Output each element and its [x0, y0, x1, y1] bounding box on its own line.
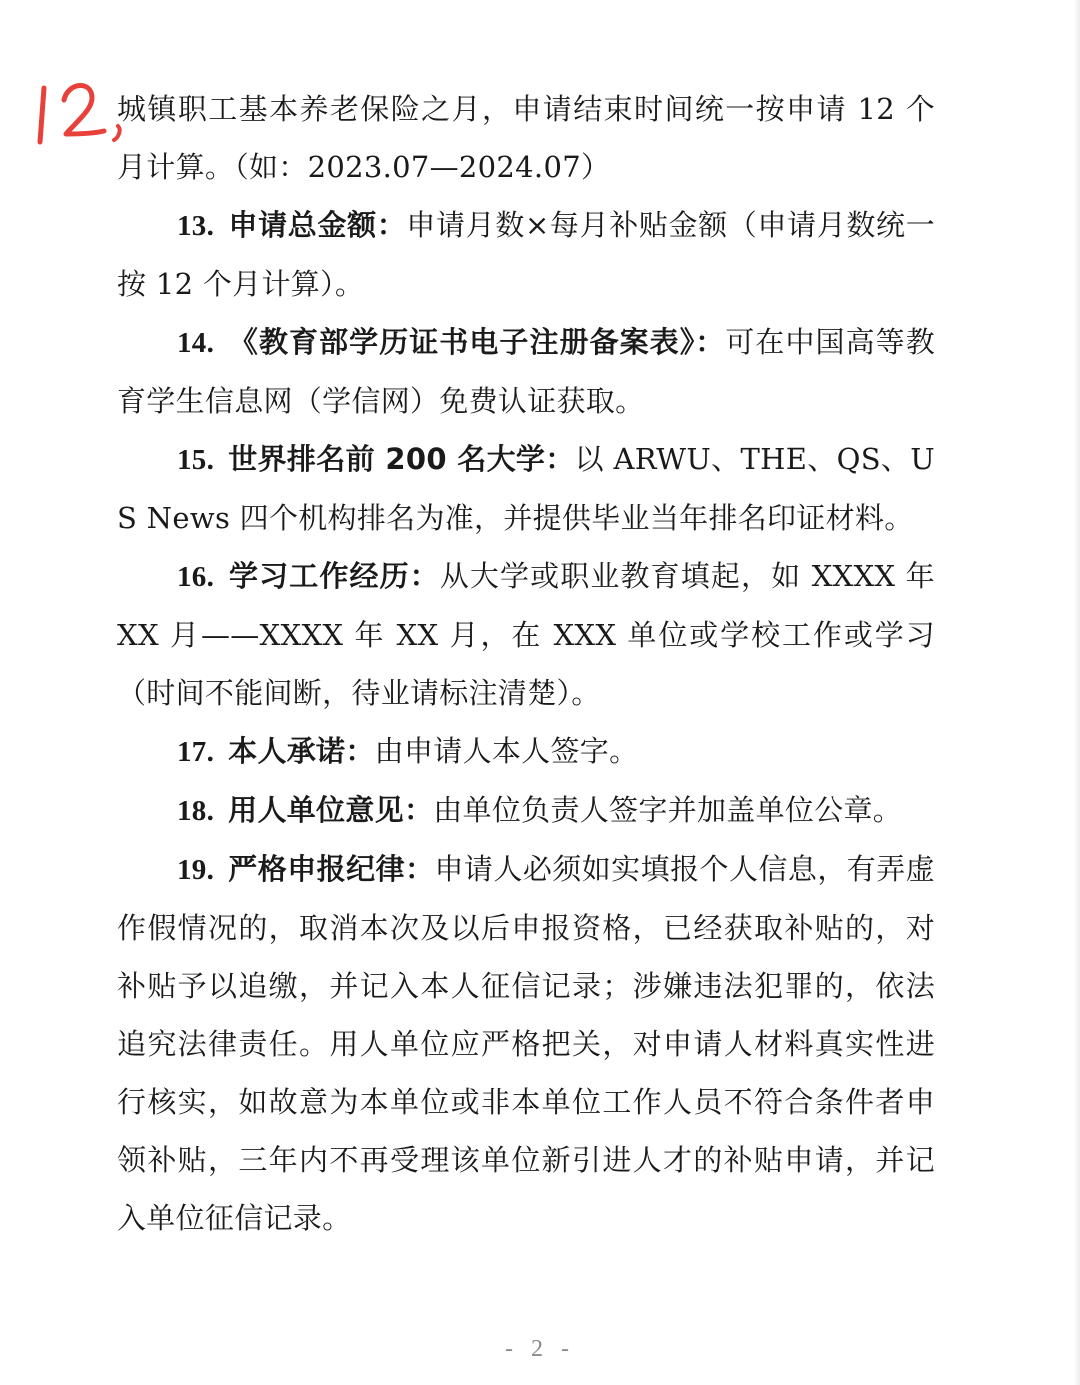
item-number: 19. — [177, 854, 215, 886]
paragraph-17 — [117, 722, 935, 781]
paragraph-14 — [117, 313, 935, 430]
item-number: 17. — [177, 736, 215, 768]
item-text: 以 ARWU、THE、QS、US News 四个机构排名为准，并提供毕业当年排名印证材料。 — [117, 442, 935, 535]
paragraph-16 — [117, 547, 935, 722]
paragraph-15 — [117, 430, 935, 547]
item-text: 从大学或职业教育填起，如 XXXX 年 XX 月——XXXX 年 XX 月，在 XXX 单位或学校工作或学习（时间不能间断，待业请标注清楚）。 — [117, 559, 935, 710]
paragraph-18 — [117, 781, 935, 840]
item-term: 本人承诺： — [228, 734, 375, 768]
page-edge-shadow — [1074, 0, 1080, 1385]
paragraph-13 — [117, 196, 935, 313]
item-text: 可在中国高等教育学生信息网（学信网）免费认证获取。 — [117, 325, 935, 418]
item-term: 学习工作经历： — [228, 559, 440, 593]
item-number: 16. — [177, 561, 215, 593]
page-number: - 2 - — [505, 1336, 575, 1362]
paragraph-text: 城镇职工基本养老保险之月，申请结束时间统一按申请 12 个月计算。（如：2023.07—2024.07） — [117, 92, 935, 184]
item-number: 15. — [177, 444, 215, 476]
paragraph-12-continued — [117, 80, 935, 196]
item-term: 严格申报纪律： — [228, 852, 435, 886]
item-text: 由单位负责人签字并加盖单位公章。 — [433, 793, 903, 827]
item-text: 由申请人本人签字。 — [374, 734, 639, 768]
handwritten-digit-one — [40, 88, 44, 142]
item-term: 用人单位意见： — [228, 793, 434, 827]
paragraph-19 — [117, 840, 935, 1247]
item-term: 世界排名前 200 名大学： — [228, 442, 575, 476]
handwritten-annotation — [30, 70, 130, 160]
item-term: 《教育部学历证书电子注册备案表》： — [228, 325, 726, 359]
item-term: 申请总金额： — [228, 208, 407, 242]
item-text: 申请月数×每月补贴金额（申请月数统一按 12 个月计算）。 — [117, 208, 935, 301]
item-text: 申请人必须如实填报个人信息，有弄虚作假情况的，取消本次及以后申报资格，已经获取补贴的，对补贴予以追缴，并记入本人征信记录；涉嫌违法犯罪的，依法追究法律责任。用人单位应严格把关，对申请人材料真实性进行核实，如故意为本单位或非本单位工作人员不符合条件者申领补贴，三年内不再受理该单位新引进人才的补贴申请，并记入单位征信记录。 — [117, 852, 935, 1235]
item-number: 14. — [177, 327, 215, 359]
item-number: 18. — [177, 795, 215, 827]
handwritten-digit-two — [64, 85, 104, 134]
document-body — [117, 80, 935, 1247]
item-number: 13. — [177, 210, 215, 242]
